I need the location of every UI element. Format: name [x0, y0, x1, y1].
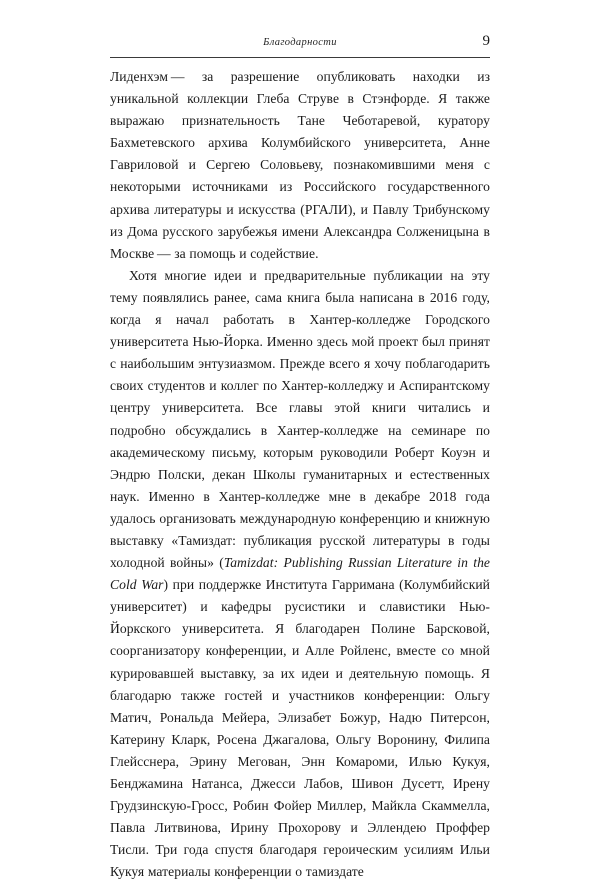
paragraph: Лиденхэм — за разрешение опубликовать находки из уникальной коллекции Глеба Струве в Стэнфорде. Я также выражаю признательность Тане Чеботаревой, куратору Бахметевского архива Колумбийского университета, Анне Гавриловой и Сергею Соловьеву, познакомившими меня с некоторыми источниками из Российского государственного архива литературы и искусства (РГАЛИ), и Павлу Трибунскому из Дома русского зарубежья имени Александра Солженицына в Москве — за помощь и содействие. — [110, 69, 490, 261]
italic-title: Tamizdat: Publishing Russian Literature in the Cold War — [110, 555, 491, 593]
page-number: 9 — [482, 33, 490, 49]
running-head-title: Благодарности — [263, 37, 337, 48]
paragraph: Хотя многие идеи и предварительные публикации на эту тему появлялись ранее, сама книга была написана в 2016 году, когда я начал работать в Хантер-колледже Городского университета Нью-Йорка. Именно здесь мой проект был принят с наибольшим энтузиазмом. Прежде всего я хочу поблагодарить своих студентов и коллег по Хантер-колледжу и Аспирантскому центру университета. Все главы этой книги читались и подробно обсуждались в Хантер-колледже на семинаре по академическому письму, которым руководили Роберт Коуэн и Эндрю Полски, декан Школы гуманитарных и естественных наук. Именно в Хантер-колледже мне в декабре 2018 года удалось организовать международную конференцию и книжную выставку «Тамиздат: публикация русской литературы в годы холодной войны» (Tamizdat: Publishing Russian Literature in the Cold War) при поддержке Института Гарримана (Колумбийский университет) и кафедры русистики и славистики Нью-Йоркского университета. Я благодарен Полине Барсковой, соорганизатору конференции, и Алле Ройленс, вместе со мной курировавшей выставку, за их идеи и деятельную помощь. Я благодарю также гостей и участников конференции: Ольгу Матич, Рональда Мейера, Элизабет Божур, Надю Питерсон, Катерину Кларк, Росена Джагалова, Ольгу Воронину, Филипа Глейсснера, Эрину Мегован, Энн Комароми, Илью Кукуя, Бенджамина Натанса, Джесси Лабов, Шивон Дусетт, Ирену Грудзинскую-Гросс, Робин Фойер Миллер, Майкла Скаммелла, Павла Литвинова, Ирину Прохорову и Эллендею Проффер Тисли. Три года спустя благодаря героическим усилиям Ильи Кукуя материалы конференции о тамиздате — [110, 267, 491, 880]
header-rule — [110, 57, 490, 58]
body-text-block — [110, 66, 490, 883]
running-head — [110, 33, 490, 58]
